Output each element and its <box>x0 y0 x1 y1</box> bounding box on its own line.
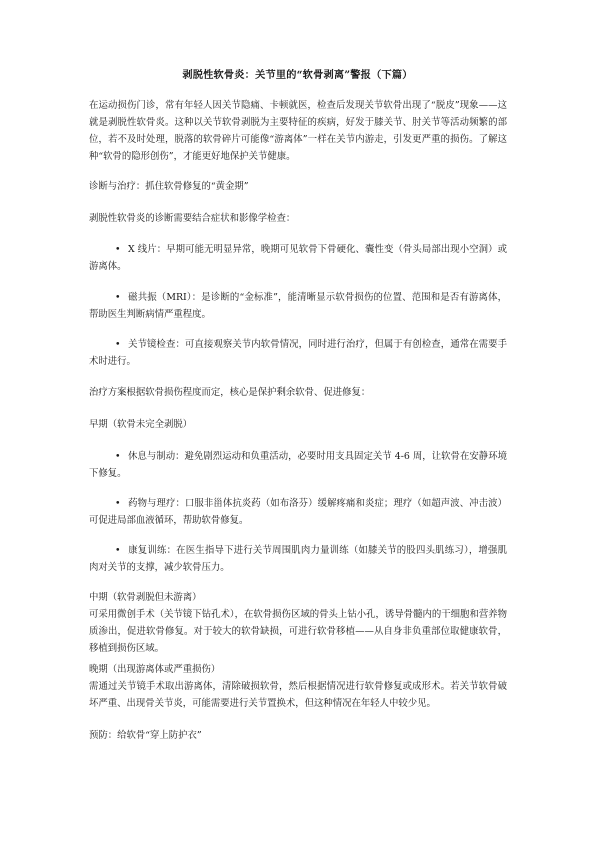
list-item <box>89 241 507 275</box>
list-item-text: 磁共振（MRI）：是诊断的“金标准”，能清晰显示软骨损伤的位置、范围和是否有游离体，帮助医生判断病情严重程度。 <box>89 292 507 320</box>
list-item-text: X 线片：早期可能无明显异常，晚期可见软骨下骨硬化、囊性变（骨头局部出现小空洞）或游离体。 <box>89 244 507 272</box>
subheading-mid: 中期（软骨剥脱但未游离） <box>89 592 202 603</box>
list-item <box>89 289 507 323</box>
bullet-icon: • <box>115 545 121 556</box>
bullet-icon: • <box>115 339 121 350</box>
bullet-icon: • <box>115 292 121 303</box>
late-paragraph: 需通过关节镜手术取出游离体，清除破损软骨，然后根据情况进行软骨修复或成形术。若关节软骨破坏严重、出现骨关节炎，可能需要进行关节置换术，但这种情况在年轻人中较少见。 <box>89 681 507 709</box>
bullet-icon: • <box>115 451 121 462</box>
list-item <box>89 542 507 576</box>
list-item-text: 康复训练：在医生指导下进行关节周围肌肉力量训练（如膝关节的股四头肌练习），增强肌肉对关节的支撑，减少软骨压力。 <box>89 545 507 573</box>
section-heading-diagnosis: 诊断与治疗：抓住软骨修复的“黄金期” <box>89 181 249 192</box>
list-item <box>89 448 507 482</box>
list-item-text: 休息与制动：避免剧烈运动和负重活动，必要时用支具固定关节 4-6 周，让软骨在安静环境下修复。 <box>89 451 507 479</box>
subheading-early: 早期（软骨未完全剥脱） <box>89 419 193 430</box>
list-item <box>89 495 507 529</box>
diagnosis-intro: 剥脱性软骨炎的诊断需要结合症状和影像学检查： <box>89 213 296 224</box>
list-item <box>89 336 507 370</box>
intro-paragraph: 在运动损伤门诊，常有年轻人因关节隐痛、卡顿就医，检查后发现关节软骨出现了“脱皮”现象——这就是剥脱性软骨炎。这种以关节软骨剥脱为主要特征的疾病，好发于膝关节、肘关节等活动频繁的部位，若不及时处理，脱落的软骨碎片可能像“游离体”一样在关节内游走，引发更严重的损伤。了解这种“软骨的隐形创伤”，才能更好地保护关节健康。 <box>89 100 507 162</box>
bullet-icon: • <box>115 498 121 509</box>
bullet-icon: • <box>115 244 121 255</box>
page-title: 剥脱性软骨炎：关节里的“软骨剥离”警报（下篇） <box>182 69 413 81</box>
list-item-text: 药物与理疗：口服非甾体抗炎药（如布洛芬）缓解疼痛和炎症；理疗（如超声波、冲击波）可促进局部血液循环，帮助软骨修复。 <box>89 498 507 526</box>
list-item-text: 关节镜检查：可直接观察关节内软骨情况，同时进行治疗，但属于有创检查，通常在需要手术时进行。 <box>89 339 507 367</box>
section-heading-prevention: 预防：给软骨“穿上防护衣” <box>89 730 202 741</box>
subheading-late: 晚期（出现游离体或严重损伤） <box>89 664 221 675</box>
treatment-intro: 治疗方案根据软骨损伤程度而定，核心是保护剩余软骨、促进修复： <box>89 387 371 398</box>
mid-paragraph: 可采用微创手术（关节镜下钻孔术），在软骨损伤区域的骨头上钻小孔，诱导骨髓内的干细胞和营养物质渗出，促进软骨修复。对于较大的软骨缺损，可进行软骨移植——从自身非负重部位取健康软骨，移植到损伤区域。 <box>89 609 507 654</box>
